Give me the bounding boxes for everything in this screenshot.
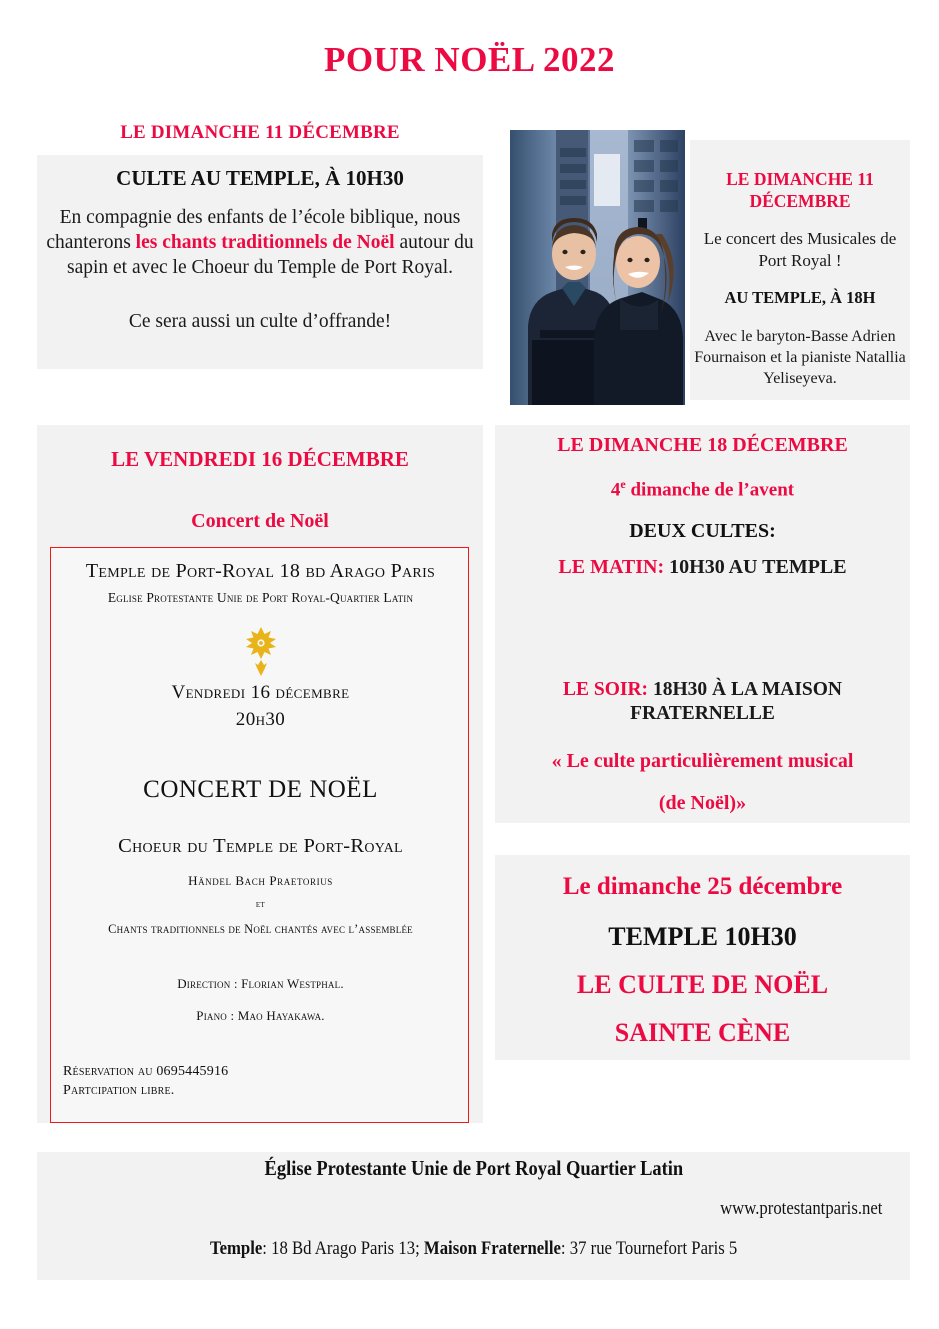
flyer-church-name: Eglise Protestante Unie de Port Royal-Quartier Latin: [107, 590, 414, 605]
footer-church-name: [37, 1156, 910, 1181]
flyer-participation: Partcipation libre.: [63, 1083, 175, 1098]
friday-16-subheading: Concert de Noël: [191, 510, 329, 532]
flyer-reservation: Réservation au 0695445916: [63, 1064, 229, 1079]
christmas-communion: SAINTE CÈNE: [614, 1018, 791, 1047]
two-services-label: DEUX CULTES:: [629, 520, 776, 542]
concert-heading: LE DIMANCHE 11 DÉCEMBRE: [726, 169, 874, 211]
footer-church-text: Église Protestante Unie de Port Royal Quartier Latin: [264, 1156, 683, 1180]
sunday-11-offering-note: Ce sera aussi un culte d’offrande!: [128, 311, 392, 332]
flyer-chants: Chants traditionnels de Noël chantés avec l’assemblée: [108, 922, 413, 936]
sunday-18-heading: LE DIMANCHE 18 DÉCEMBRE: [557, 434, 848, 456]
flyer-composers: Händel Bach Praetorius: [188, 873, 333, 888]
flyer-reservation-block: [63, 1062, 363, 1100]
advent-number: 4: [610, 479, 621, 501]
footer-address-text: [210, 1238, 737, 1260]
body-part2: autour du sapin et avec le Choeur du Temple de Port Royal.: [66, 232, 474, 278]
friday-16-heading: LE VENDREDI 16 DÉCEMBRE: [111, 447, 409, 471]
temple-address: : 18 Bd Arago Paris 13;: [262, 1238, 424, 1259]
morning-value: 10H30 AU TEMPLE: [664, 556, 847, 578]
flyer-address: Temple de Port-Royal 18 bd Arago Paris: [85, 560, 436, 582]
concert-artists: Avec le baryton-Basse Adrien Fournaison et la pianiste Natallia Yeliseyeva.: [694, 328, 906, 387]
page-title: POUR NOËL 2022: [324, 40, 615, 79]
body-highlight: les chants traditionnels de Noël: [135, 232, 395, 253]
morning-service: [499, 556, 906, 579]
maison-label: Maison Fraternelle: [423, 1238, 561, 1259]
quote-line-2: (de Noël)»: [658, 792, 747, 814]
evening-label: LE SOIR:: [562, 679, 649, 700]
concert-time: AU TEMPLE, À 18H: [724, 288, 876, 307]
maison-address: : 37 rue Tournefort Paris 5: [560, 1238, 738, 1259]
flyer-date: Vendredi 16 décembre: [171, 682, 350, 703]
concert-flyer: [50, 547, 469, 1123]
evening-service: [499, 678, 906, 726]
quote-line-1: « Le culte particulièrement musical: [551, 750, 854, 772]
flyer-direction: Direction : Florian Westphal.: [177, 976, 344, 991]
advent-ordinal: e: [620, 477, 626, 491]
flyer-piano: Piano : Mao Hayakawa.: [196, 1008, 325, 1023]
temple-label: Temple: [209, 1238, 263, 1259]
flyer-choir: Choeur du Temple de Port-Royal: [118, 835, 403, 857]
evening-value: 18H30 À LA MAISON FRATERNELLE: [630, 679, 842, 724]
flyer-conjunction: et: [255, 899, 266, 910]
morning-label: LE MATIN:: [558, 556, 665, 578]
duo-musicians-photo: [510, 130, 685, 405]
christmas-temple-time: TEMPLE 10H30: [608, 922, 797, 951]
advent-rest: dimanche de l’avent: [625, 479, 795, 501]
sunday-11-subheading: CULTE AU TEMPLE, À 10H30: [116, 166, 404, 190]
christmas-service-title: LE CULTE DE NOËL: [576, 970, 829, 999]
footer-website[interactable]: [37, 1198, 893, 1220]
flyer-time: 20h30: [235, 709, 286, 730]
huguenot-cross-icon: [51, 624, 470, 681]
body-part1: En compagnie des enfants de l’école biblique, nous chanterons: [46, 207, 461, 253]
sunday-11-heading: LE DIMANCHE 11 DÉCEMBRE: [120, 122, 400, 143]
sunday-11-body: [45, 205, 475, 280]
concert-description: Le concert des Musicales de Port Royal !: [703, 229, 897, 270]
footer-addresses: [37, 1238, 910, 1260]
flyer-event-title: CONCERT DE NOËL: [143, 776, 378, 803]
footer-website-text: www.protestantparis.net: [719, 1198, 882, 1219]
evening-service-quote: [499, 740, 906, 824]
advent-label: [499, 477, 906, 501]
christmas-date: Le dimanche 25 décembre: [562, 873, 843, 900]
